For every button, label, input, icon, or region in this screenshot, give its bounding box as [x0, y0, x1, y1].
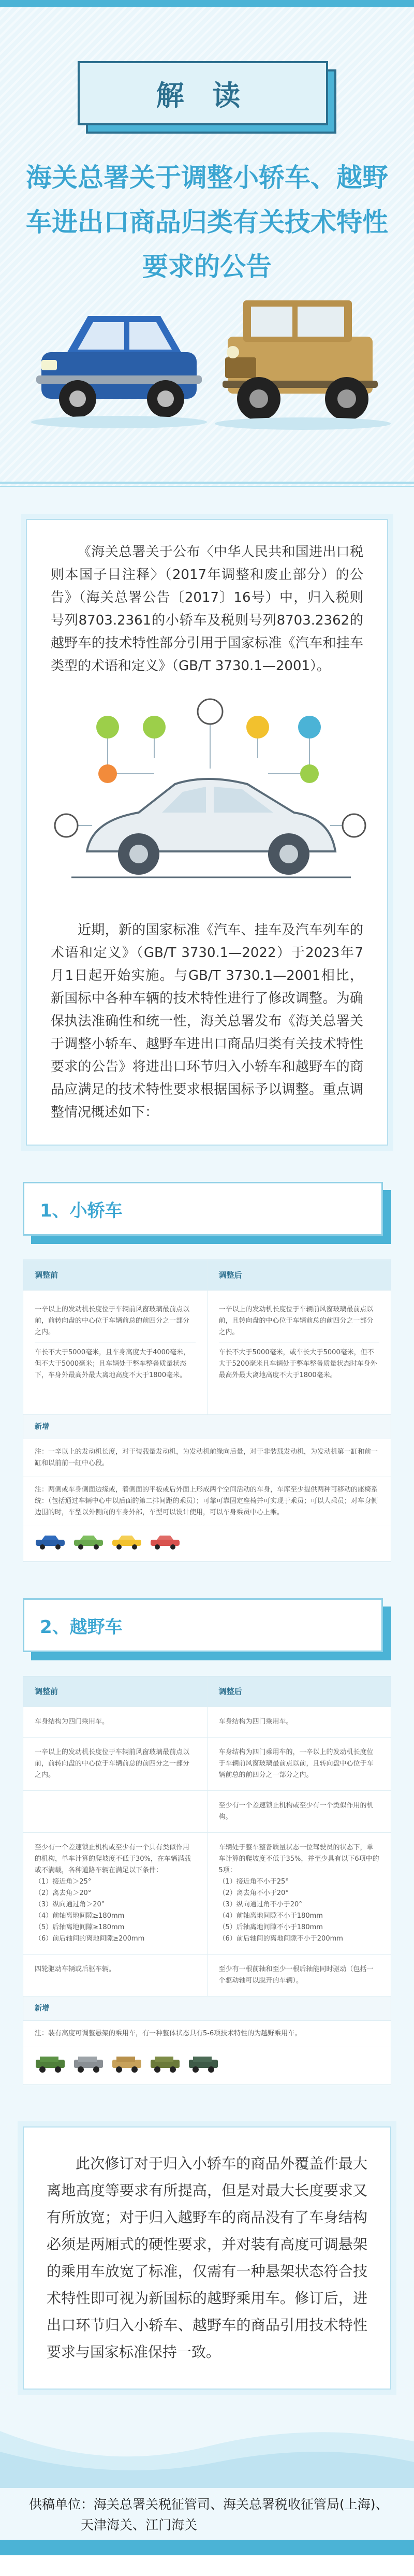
note-text: 注：一辛以上的发动机长度，对于装载量发动机，为发动机前缘向后量，对于非装载发动机，为发动机第一缸和前一缸和以前前一缸中心段。	[23, 1439, 391, 1477]
clock-icon	[143, 716, 166, 739]
before-cell: 四轮驱动车辆或后驱车辆。	[35, 1965, 116, 1973]
after-cell: 车长不大于5000毫米，或车长大于5000毫米，但不大于5200毫米且车辆处于整车整备质量状态时车身外最高外最大离地高度不大于1800毫米。	[219, 1342, 380, 1385]
table-row	[23, 1833, 391, 1955]
cloud-icon	[298, 716, 321, 739]
dark-suv-icon	[188, 2056, 219, 2073]
suv-icons-row	[23, 2047, 391, 2085]
wifi-icon	[198, 699, 223, 724]
lightbulb-icon	[96, 716, 119, 739]
bottom-bar	[0, 2540, 414, 2555]
title-banner	[78, 61, 336, 134]
section-suv-heading	[23, 1598, 391, 1660]
table-row	[23, 1955, 391, 1996]
source-credit	[29, 2494, 391, 2536]
table-header	[23, 1676, 391, 1707]
source-line-1: 海关总署关税征管司、海关总署税收征管局(上海)、	[94, 2497, 389, 2512]
blue-car-icon	[35, 1535, 66, 1550]
section-sedan	[0, 1166, 414, 1583]
before-cell: 至少有一个差速锁止机构或至少有一个具有类似作用的机构，单车计算的爬坡度不低于30%，在车辆满载或不满载，各种道路车辆在满足以下条件： （1）接近角＞25° （2）离去角＞20° （3）纵向通过角＞20° （4）前轴离地间隙≥180mm （5）后轴离地间隙≥180mm （6）前后轴间的离地间隙≥200mm	[35, 1844, 191, 1943]
sedan-icons-row	[23, 1526, 391, 1561]
tan-suv-icon	[111, 2056, 142, 2073]
source-line-2: 天津海关、江门海关	[81, 2517, 198, 2532]
note-text: 注：两侧或车身侧面边缘或，着侧面的平板或后外面上形成两个空间活动的车身，车库至少提供两种可移动的座椅系统：（包括通过车辆中心中以后面的第二排间距的乘员）；可靠可靠固定座椅并可实现于乘员；可以人乘员；对车身侧边围的时，车型以外侧向的车身外部，车型可以设计使用，可以车身乘员中心上乘。	[23, 1477, 391, 1526]
section-suv	[0, 1583, 414, 2106]
cars-illustration	[21, 249, 393, 445]
after-cell: 至少有一个差速锁止机构或至少有一个类似作用的机构。	[207, 1791, 391, 1832]
table-row	[23, 1738, 391, 1791]
green-suv-icon	[35, 2056, 66, 2073]
intro-card	[26, 519, 388, 1146]
wave-decoration	[0, 2410, 414, 2488]
after-cell: 一辛以上的发动机长度位于车辆前风窗玻璃最前点以前，且转向盘的中心位于车辆前总的前四分之一部分之内。	[218, 1306, 374, 1336]
col-after: 调整后	[207, 1260, 391, 1290]
after-cell: 车身结构为四门乘用车。	[207, 1707, 391, 1737]
sedan-comparison-table	[23, 1260, 391, 1562]
intro-paragraph-2: 近期，新的国家标准《汽车、挂车及汽车列车的术语和定义》（GB/T 3730.1—2022）于2023年7月1日起开始实施。与GB/T 3730.1—2001相比，新国标中各种车辆的技术特性进行了修改调整。为确保执法准确性和统一性，海关总署发布《海关总署关于调整小轿车、越野车进出口商品归类有关技术特性要求的公告》将进出口环节归入小轿车和越野车的商品应满足的技术特性要求根据国标予以调整。重点调整情况概述如下：	[51, 922, 363, 1120]
before-cell: 一辛以上的发动机长度位于车辆前风窗玻璃最前点以前，前转向盘的中心位于车辆前总的前四分之一部分之内。	[35, 1306, 190, 1336]
intro-section	[0, 487, 414, 1166]
offroad-suv-icon	[215, 300, 391, 430]
after-cell: 车辆处于整车整备质量状态一位驾驶员的状态下，单车计算的爬坡度不低于35%，并至少具有以下6项中的5项： （1）接近角不小于25° （2）离去角不小于20° （3）纵向通过角不小于20° （4）前轴离地间隙不小于180mm （5）后轴离地间隙不小于180mm （6）前后轴间的离地间隙不小于200mm	[207, 1833, 391, 1954]
section-sedan-title: 1、小轿车	[40, 1200, 123, 1221]
car-outline-icon	[71, 779, 351, 877]
alert-icon	[343, 814, 365, 837]
col-before: 调整前	[35, 1687, 58, 1696]
green-car-icon	[73, 1535, 104, 1550]
banner-box	[78, 61, 328, 125]
yellow-car-icon	[111, 1535, 142, 1550]
suv-comparison-table	[23, 1676, 391, 2085]
conclusion-text: 此次修订对于归入小轿车的商品外覆盖件最大离地高度等要求有所提高，但是对最大长度要求又有所放宽；对于归入越野车的商品没有了车身结构必须是两厢式的硬性要求，并对装有高度可调悬架的乘用车放宽了标准，仅需有一种悬架状态符合技术特性即可视为新国标的越野乘用车。修订后，进出口环节归入小轿车、越野车的商品引用技术特性要求与国家标准保持一致。	[47, 2155, 367, 2361]
settings-icon	[246, 716, 269, 739]
footer	[0, 2410, 414, 2555]
note-label: 新增	[23, 1415, 391, 1439]
page-title: 海关总署关于调整小轿车、越野车进出口商品归类有关技术特性要求的公告	[26, 163, 388, 282]
grey-suv-icon	[73, 2056, 104, 2073]
olive-suv-icon	[150, 2056, 181, 2073]
table-row	[23, 1707, 391, 1738]
before-cell: 车长不大于5000毫米，且车身高度大于4000毫米，但不大于5000毫米；且车辆处于整车整备质量状态下，车身外最高外最大离地高度不大于1800毫米。	[35, 1342, 196, 1385]
conclusion-card	[23, 2126, 391, 2390]
before-cell: 一辛以上的发动机长度位于车辆前风窗玻璃最前点以前，前转向盘的中心位于车辆前总的前四分之一部分之内。	[35, 1748, 190, 1779]
blue-sedan-icon	[31, 316, 207, 428]
header	[0, 0, 414, 487]
after-cell: 至少有一根前轴和至少一根后轴能同时驱动（包括一个驱动轴可以脱开的车辆）。	[207, 1955, 391, 1996]
conclusion-section	[0, 2106, 414, 2410]
col-after: 调整后	[207, 1676, 391, 1706]
red-car-icon	[150, 1535, 181, 1550]
section-sedan-heading	[23, 1182, 391, 1244]
section-suv-title: 2、越野车	[40, 1616, 123, 1638]
table-row	[23, 1791, 391, 1833]
intro-paragraph-1: 《海关总署关于公布〈中华人民共和国进出口税则本国子目注释〉（2017年调整和废止部分）的公告》（海关总署公告〔2017〕16号）中，归入税则号列8703.2361的小轿车及税则号列8703.2362的越野车的技术特性部分引用于国家标准《汽车和挂车类型的术语和定义》（GB/T 3730.1—2001）。	[51, 544, 363, 674]
table-header	[23, 1260, 391, 1291]
connected-car-illustration	[51, 696, 369, 903]
source-label: 供稿单位：	[29, 2497, 94, 2512]
note-label: 新增	[23, 1996, 391, 2021]
after-cell: 车身结构为四门乘用车的，一辛以上的发动机长度位于车辆前风窗玻璃最前点以前，且转向盘中心位于车辆前总的前四分之一部分之内。	[207, 1738, 391, 1790]
col-before: 调整前	[35, 1270, 58, 1280]
lock-icon	[55, 814, 78, 837]
table-row	[23, 1291, 391, 1415]
before-cell: 车身结构为四门乘用车。	[35, 1718, 109, 1726]
note-text: 注：装有高度可调整悬架的乘用车，有一种整体状态具有5-6项技术特性的为越野乘用车。	[23, 2021, 391, 2047]
before-cell	[23, 1791, 207, 1832]
top-bar	[0, 0, 414, 7]
badge-text: 解 读	[156, 79, 250, 112]
